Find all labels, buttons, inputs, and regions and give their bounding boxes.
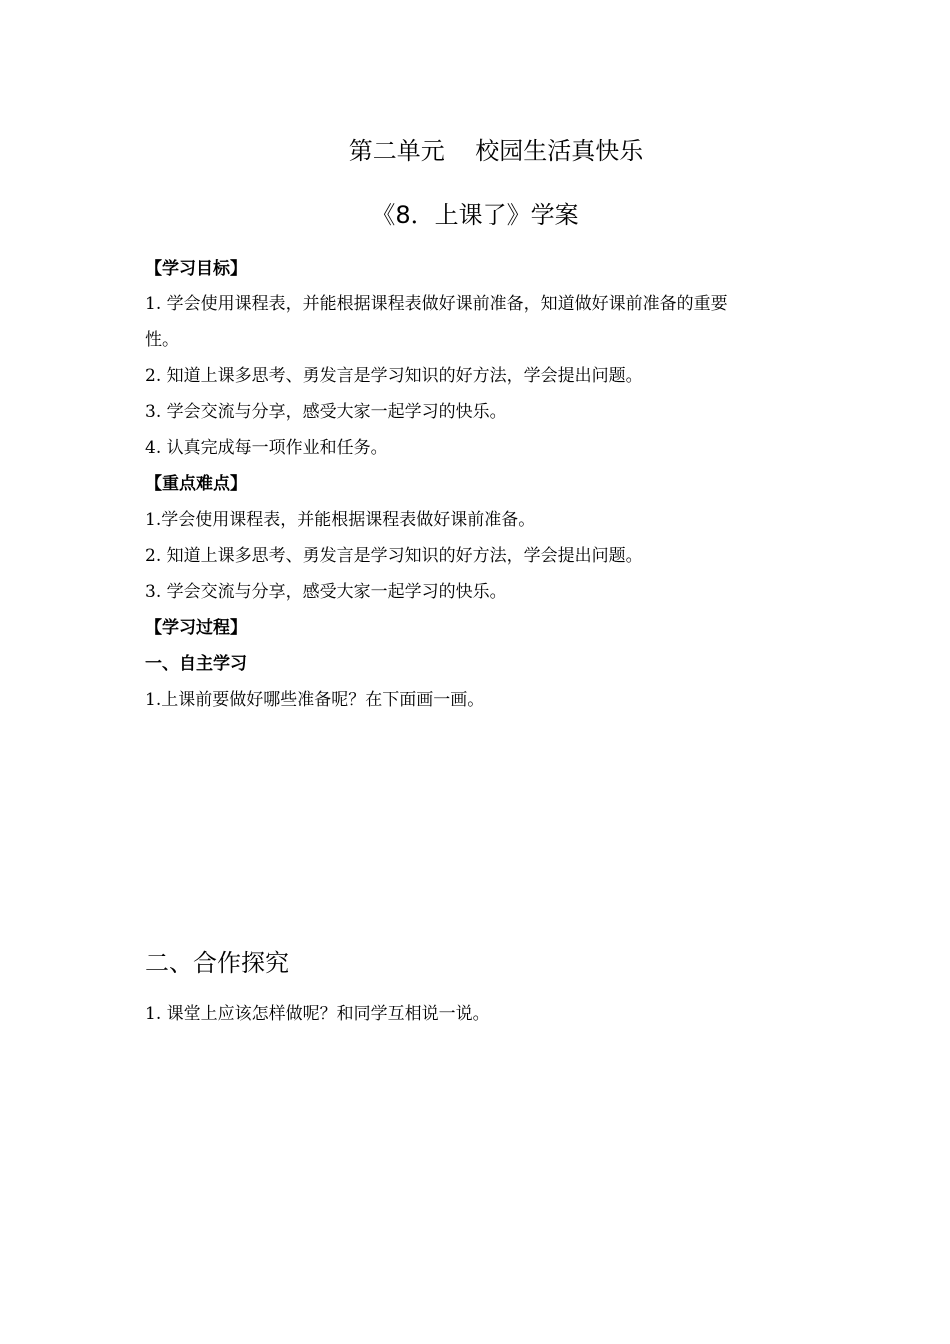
document-title: 第二单元 校园生活真快乐	[348, 137, 644, 165]
objective-item-1-cont: 性。	[145, 330, 179, 350]
cooperation-question: 1. 课堂上应该怎样做呢？和同学互相说一说。	[145, 1004, 490, 1024]
self-study-heading: 一、自主学习	[145, 654, 247, 674]
key-points-heading: 【重点难点】	[145, 474, 247, 494]
process-heading: 【学习过程】	[145, 618, 247, 638]
objectives-heading: 【学习目标】	[145, 259, 247, 279]
key-point-item-3: 3. 学会交流与分享，感受大家一起学习的快乐。	[145, 582, 507, 602]
key-point-item-2: 2. 知道上课多思考、勇发言是学习知识的好方法，学会提出问题。	[145, 546, 643, 566]
objective-item-4: 4. 认真完成每一项作业和任务。	[145, 438, 388, 458]
objective-item-2: 2. 知道上课多思考、勇发言是学习知识的好方法，学会提出问题。	[145, 366, 643, 386]
self-study-question: 1.上课前要做好哪些准备呢？在下面画一画。	[145, 690, 485, 710]
key-point-item-1: 1.学会使用课程表，并能根据课程表做好课前准备。	[145, 510, 536, 530]
cooperation-heading: 二、合作探究	[145, 949, 289, 977]
document-subtitle: 《8．上课了》学案	[371, 201, 579, 229]
objective-item-3: 3. 学会交流与分享，感受大家一起学习的快乐。	[145, 402, 507, 422]
objective-item-1: 1. 学会使用课程表，并能根据课程表做好课前准备，知道做好课前准备的重要	[145, 294, 728, 314]
